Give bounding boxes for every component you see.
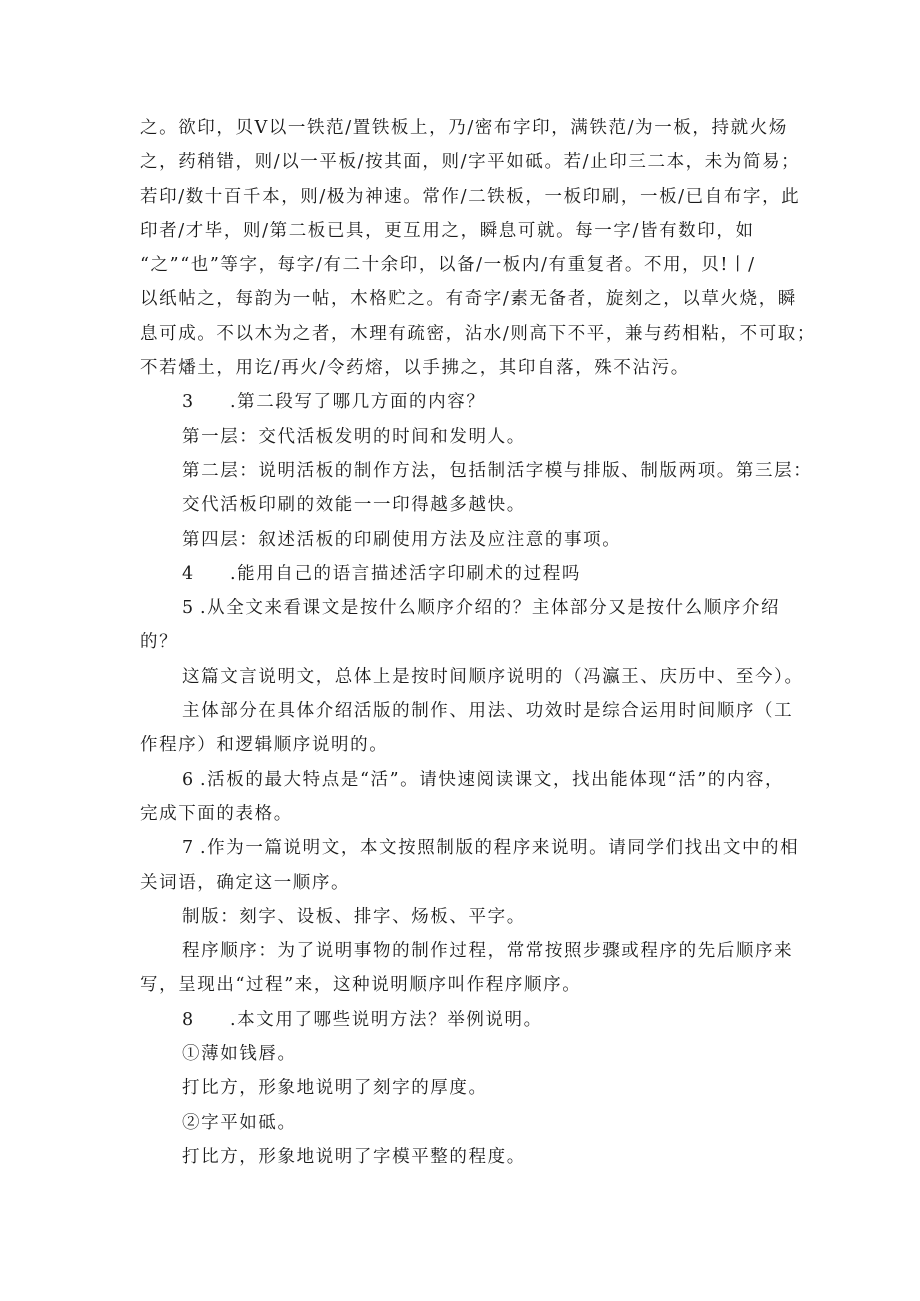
passage-line: “之”“也”等字，每字/有二十余印，以备/一板内/有重复者。不用，贝!丨/ — [140, 255, 756, 276]
answer-line: 打比方，形象地说明了刻字的厚度。 — [182, 1078, 488, 1099]
question-text: .活板的最大特点是“活”。请快速阅读课文，找出能体现“活”的内容， — [200, 769, 785, 790]
example-line: ②字平如砥。 — [182, 1112, 297, 1133]
document-body — [140, 111, 816, 1174]
answer-line: 制版：刻字、设板、排字、炀板、平字。 — [182, 906, 526, 927]
question-7 — [140, 831, 800, 865]
question-number: 4 — [182, 563, 195, 584]
question-number: 5 — [182, 598, 195, 619]
question-text: .能用自己的语言描述活字印刷术的过程吗 — [230, 563, 581, 584]
answer-line: 打比方，形象地说明了字模平整的程度。 — [182, 1146, 526, 1167]
question-number: 6 — [182, 769, 195, 790]
passage-line: 之。欲印，贝V以一铁范/置铁板上，乃/密布字印，满铁范/为一板，持就火炀 — [140, 118, 788, 138]
answer-line: 写，呈现出“过程”来，这种说明顺序叫作程序顺序。 — [140, 975, 582, 996]
passage-line: 之，药稍错，则/以一平板/按其面，则/字平如砥。若/止印三二本，未为简易； — [140, 152, 801, 173]
passage-line: 以纸帖之，每韵为一帖，木格贮之。有奇字/素无备者，旋刻之，以草火烧，瞬 — [140, 289, 797, 310]
question-5 — [140, 591, 788, 625]
passage-line: 若印/数十百千本，则/极为神速。常作/二铁板，一板印刷，一板/已自布字，此 — [140, 186, 801, 207]
answer-line: 程序顺序：为了说明事物的制作过程，常常按照步骤或程序的先后顺序来 — [182, 941, 794, 962]
answer-line: 交代活板印刷的效能一一印得越多越快。 — [182, 495, 526, 516]
question-text: .从全文来看课文是按什么顺序介绍的？主体部分又是按什么顺序介绍 — [200, 598, 781, 619]
answer-line: 第四层：叙述活板的印刷使用方法及应注意的事项。 — [182, 529, 622, 550]
passage-line: 息可成。不以木为之者，木理有疏密，沾水/则高下不平，兼与药相粘，不可取； — [140, 323, 816, 344]
answer-line: 第一层：交代活板发明的时间和发明人。 — [182, 426, 526, 447]
question-3 — [140, 385, 788, 419]
answer-line: 这篇文言说明文，总体上是按时间顺序说明的（冯瀛王、庆历中、至今）。 — [182, 666, 804, 687]
answer-line: 第二层：说明活板的制作方法，包括制活字模与排版、制版两项。第三层： — [182, 460, 813, 481]
question-6 — [140, 763, 788, 797]
question-number: 8 — [182, 1009, 195, 1030]
question-text: .作为一篇说明文，本文按照制版的程序来说明。请同学们找出文中的相 — [200, 838, 800, 859]
question-4 — [140, 557, 788, 591]
question-text: .第二段写了哪几方面的内容？ — [230, 392, 486, 413]
question-text-continued: 完成下面的表格。 — [140, 803, 293, 824]
question-number: 3 — [182, 392, 195, 413]
question-text-continued: 关词语，确定这一顺序。 — [140, 872, 351, 893]
question-text-continued: 的？ — [140, 632, 179, 653]
answer-line: 主体部分在具体介绍活版的制作、用法、功效时是综合运用时间顺序（工 — [182, 701, 794, 722]
example-line: ①薄如钱唇。 — [182, 1044, 297, 1065]
question-text: .本文用了哪些说明方法？举例说明。 — [230, 1009, 543, 1030]
passage-line: 不若燔土，用讫/再火/令药熔，以手拂之，其印自落，殊不沾污。 — [140, 358, 690, 379]
question-8 — [140, 1003, 788, 1037]
answer-line: 作程序）和逻辑顺序说明的。 — [140, 735, 389, 756]
passage-line: 印者/才毕，则/第二板已具，更互用之，瞬息可就。每一字/皆有数印，如 — [140, 220, 755, 241]
question-number: 7 — [182, 838, 195, 859]
